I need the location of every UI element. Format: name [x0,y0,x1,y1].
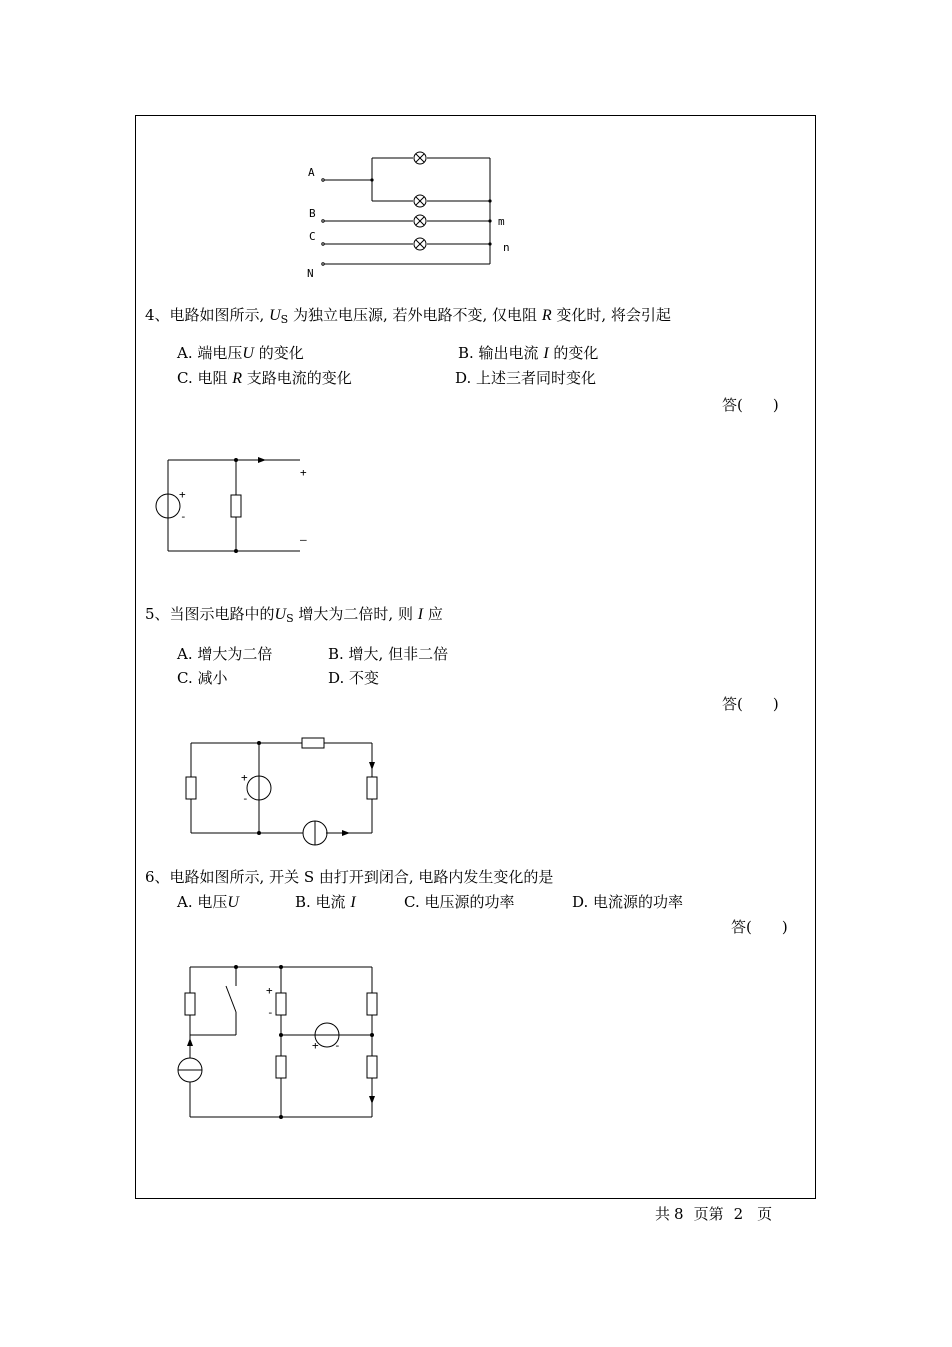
q6-source-plus: + [266,984,273,997]
label-n-terminal: N [307,267,314,280]
q6-option-c: C. 电压源的功率 [404,893,515,911]
q4-option-b: B. 输出电流 I 的变化 [458,344,599,362]
q5-circuit-diagram [180,735,390,845]
label-c: C [309,230,316,243]
q4-source-minus: - [180,510,187,523]
q6-source2-minus: - [334,1039,341,1052]
q5-option-d: D. 不变 [328,669,380,687]
q4-option-a: A. 端电压U 的变化 [177,344,304,362]
q4-terminal-plus: + [300,466,307,479]
q5-option-c: C. 减小 [177,669,228,687]
q6-question: 6、电路如图所示, 开关 S 由打开到闭合, 电路内发生变化的是 [145,868,554,886]
page-footer: 共 8 页第 2 页 [655,1205,773,1223]
q6-source2-plus: + [312,1039,319,1052]
q4-circuit-diagram [150,450,320,560]
q5-source-plus: + [241,771,248,784]
label-n: n [503,241,510,254]
q4-question: 4、电路如图所示, $U_S$ 为独立电压源, 若外电路不变, 仅电阻 R 变化时, 将会引起 [145,306,671,326]
q6-option-d: D. 电流源的功率 [572,893,684,911]
q4-answer: 答( ) [722,396,779,414]
q4-source-plus: + [179,488,186,501]
q6-option-a: A. 电压U [177,893,239,911]
q6-answer: 答( ) [731,918,788,936]
label-a: A [308,166,315,179]
label-m: m [498,215,505,228]
label-b: B [309,207,316,220]
q4-option-d: D. 上述三者同时变化 [455,369,597,387]
q5-answer: 答( ) [722,695,779,713]
q4-terminal-minus: – [300,533,307,546]
q4-option-c: C. 电阻 R 支路电流的变化 [177,369,352,387]
q6-option-b: B. 电流 I [295,893,356,911]
q5-question: 5、当图示电路中的$U_S$ 增大为二倍时, 则 I 应 [145,605,443,625]
lamp-circuit-diagram [300,150,530,285]
q6-source-minus: - [267,1006,274,1019]
q5-option-b: B. 增大, 但非二倍 [328,645,449,663]
q5-option-a: A. 增大为二倍 [177,645,273,663]
q5-source-minus: - [242,792,249,805]
q6-circuit-diagram [170,960,390,1130]
